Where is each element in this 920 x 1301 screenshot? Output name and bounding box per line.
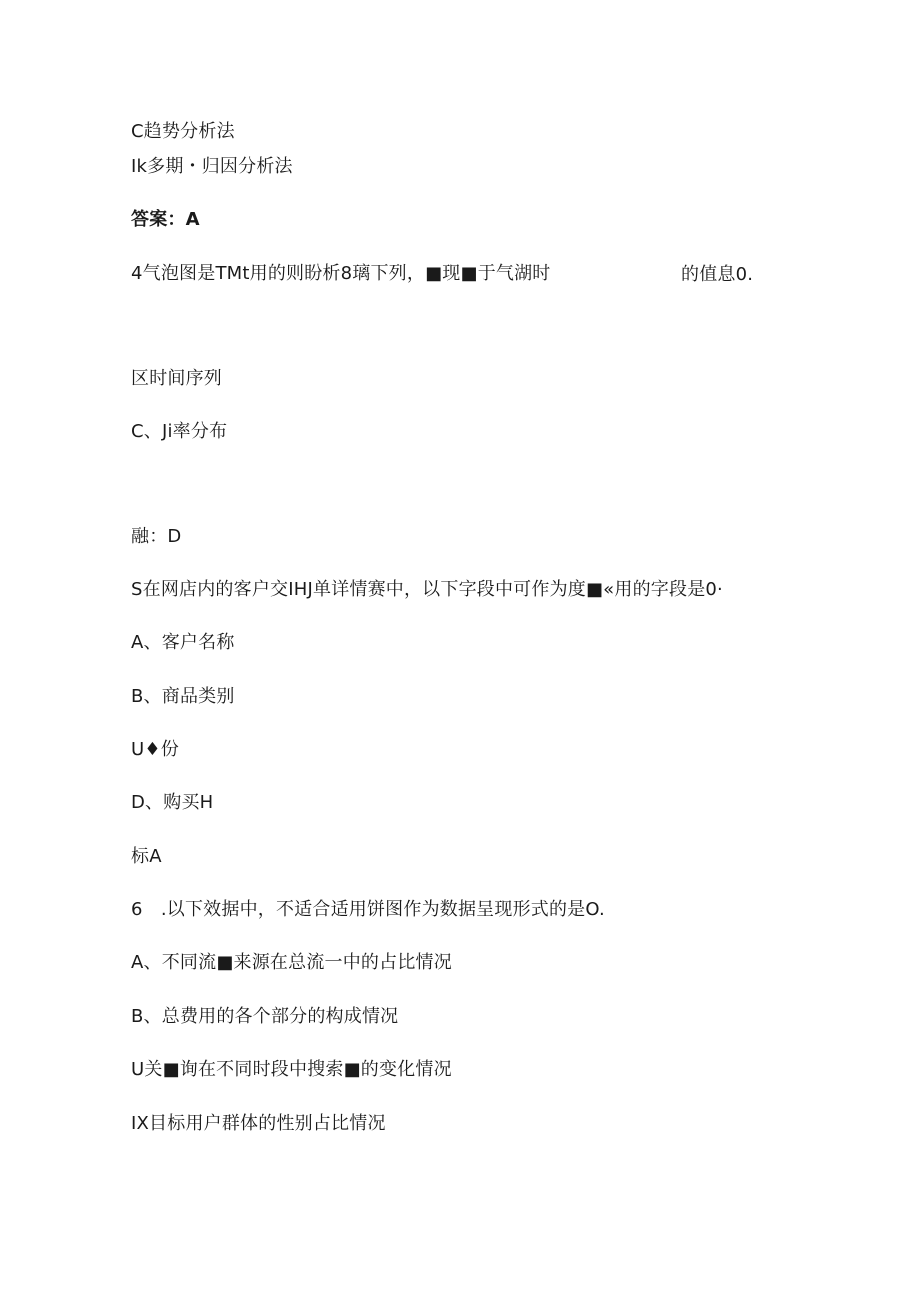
answer-line: 融：D xyxy=(131,526,182,547)
option-d-purchase: D、购买H xyxy=(131,792,214,813)
option-d-gender-ratio: IX目标用户群体的性别占比情况 xyxy=(131,1113,386,1134)
question-4-text-end: 的值息0. xyxy=(681,264,754,285)
option-a-traffic-source: A、不同流■来源在总流一中的占比情况 xyxy=(131,952,452,973)
answer-line: 答案：A xyxy=(131,209,200,230)
option-b-product-category: B、商品类别 xyxy=(131,686,235,707)
option-time-series: 区时间序列 xyxy=(131,368,222,389)
question-5-text: S在网店内的客户交IHJ单详情赛中，以下字段中可作为度■«用的字段是0· xyxy=(131,579,723,600)
option-b-cost-composition: B、总费用的各个部分的构成情况 xyxy=(131,1006,399,1027)
answer-line: 标A xyxy=(131,846,162,867)
option-a-customer-name: A、客户名称 xyxy=(131,632,235,653)
option-c-line: U♦份 xyxy=(131,739,179,760)
option-c-frequency-distribution: C、Ji率分布 xyxy=(131,421,228,442)
question-6-text: 6 .以下效据中，不适合适用饼图作为数据呈现形式的是O. xyxy=(131,899,605,920)
option-c-search-change: U关■询在不同时段中搜索■的变化情况 xyxy=(131,1059,452,1080)
option-d-attribution-analysis: Ik多期・归因分析法 xyxy=(131,156,293,177)
option-c-trend-analysis: C趋势分析法 xyxy=(131,121,235,142)
question-4-text: 4气泡图是TMt用的则盼析8璃下列，■现■于气湖时 xyxy=(131,263,551,284)
